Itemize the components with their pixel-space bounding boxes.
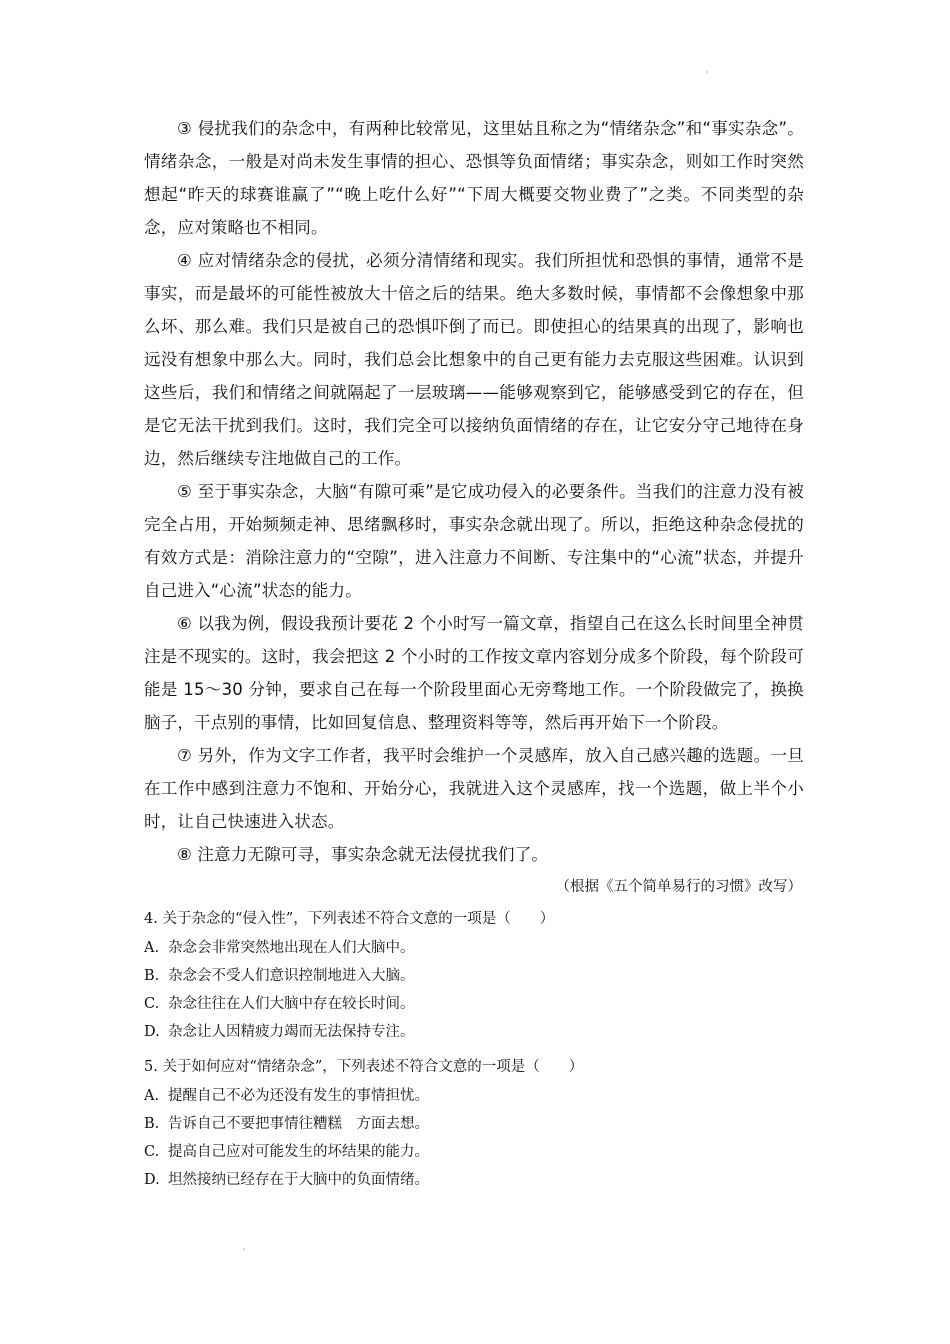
option-text: 告诉自己不要把事情往糟糕 方面去想。 bbox=[168, 1116, 429, 1132]
question-5-option-a bbox=[144, 1082, 804, 1110]
question-4-option-c bbox=[144, 990, 804, 1018]
option-text: 坦然接纳已经存在于大脑中的负面情绪。 bbox=[168, 1172, 429, 1188]
option-text: 提醒自己不必为还没有发生的事情担忧。 bbox=[168, 1088, 429, 1104]
paragraph-8: ⑧ 注意力无隙可寻，事实杂念就无法侵扰我们了。 bbox=[177, 845, 549, 864]
option-text: 杂念往往在人们大脑中存在较长时间。 bbox=[168, 996, 415, 1012]
paragraph-6: ⑥ 以我为例，假设我预计要花 2 个小时写一篇文章，指望自己在这么长时间里全神贯注是不现实的。这时，我会把这 2 个小时的工作按文章内容划分成多个阶段，每个阶段可能是 15～30 分钟，要求自己在每一个阶段里面心无旁骛地工作。一个阶段做完了，换换脑子，干点别的事情，比如回复信息、整理资料等等，然后再开始下一个阶段。 bbox=[144, 614, 804, 732]
option-label: B. bbox=[144, 1116, 160, 1132]
option-label: A. bbox=[144, 1088, 160, 1104]
reading-passage bbox=[144, 112, 804, 871]
question-5-option-b bbox=[144, 1110, 804, 1138]
question-5 bbox=[144, 1052, 804, 1194]
option-text: 杂念让人因精疲力竭而无法保持专注。 bbox=[168, 1024, 415, 1040]
paragraph-4: ④ 应对情绪杂念的侵扰，必须分清情绪和现实。我们所担忧和恐惧的事情，通常不是事实，而是最坏的可能性被放大十倍之后的结果。绝大多数时候，事情都不会像想象中那么坏、那么难。我们只是被自己的恐惧吓倒了而已。即使担心的结果真的出现了，影响也远没有想象中那么大。同时，我们总会比想象中的自己更有能力去克服这些困难。认识到这些后，我们和情绪之间就隔起了一层玻璃——能够观察到它，能够感受到它的存在，但是它无法干扰到我们。这时，我们完全可以接纳负面情绪的存在，让它安分守己地待在身边，然后继续专注地做自己的工作。 bbox=[144, 251, 804, 468]
question-5-stem: 5. 关于如何应对“情绪杂念”，下列表述不符合文意的一项是（ ） bbox=[144, 1059, 584, 1075]
question-section bbox=[144, 904, 804, 1194]
option-text: 杂念会非常突然地出现在人们大脑中。 bbox=[168, 940, 415, 956]
paragraph-5: ⑤ 至于事实杂念，大脑“有隙可乘”是它成功侵入的必要条件。当我们的注意力没有被完全占用，开始频频走神、思绪飘移时，事实杂念就出现了。所以，拒绝这种杂念侵扰的有效方式是：消除注意力的“空隙”，进入注意力不间断、专注集中的“心流”状态，并提升自己进入“心流”状态的能力。 bbox=[144, 482, 804, 600]
paragraph-3: ③ 侵扰我们的杂念中，有两种比较常见，这里姑且称之为“情绪杂念”和“事实杂念”。情绪杂念，一般是对尚未发生事情的担心、恐惧等负面情绪；事实杂念，则如工作时突然想起“昨天的球赛谁赢了”“晚上吃什么好”“下周大概要交物业费了”之类。不同类型的杂念，应对策略也不相同。 bbox=[144, 119, 804, 237]
option-text: 杂念会不受人们意识控制地进入大脑。 bbox=[168, 968, 415, 984]
question-4 bbox=[144, 904, 804, 1046]
option-label: B. bbox=[144, 968, 160, 984]
option-label: D. bbox=[144, 1172, 160, 1188]
scan-speck-bottom bbox=[243, 1248, 245, 1250]
question-4-option-d bbox=[144, 1018, 804, 1046]
paragraph-7: ⑦ 另外，作为文字工作者，我平时会维护一个灵感库，放入自己感兴趣的选题。一旦在工作中感到注意力不饱和、开始分心，我就进入这个灵感库，找一个选题，做上半个小时，让自己快速进入状态。 bbox=[144, 746, 804, 831]
option-text: 提高自己应对可能发生的坏结果的能力。 bbox=[168, 1144, 429, 1160]
source-citation: （根据《五个简单易行的习惯》改写） bbox=[555, 879, 802, 895]
question-4-option-a bbox=[144, 934, 804, 962]
scan-speck-top bbox=[706, 71, 708, 73]
option-label: C. bbox=[144, 1144, 160, 1160]
question-4-option-b bbox=[144, 962, 804, 990]
question-4-stem: 4. 关于杂念的“侵入性”，下列表述不符合文意的一项是（ ） bbox=[144, 911, 555, 927]
question-5-option-c bbox=[144, 1138, 804, 1166]
question-5-option-d bbox=[144, 1166, 804, 1194]
option-label: A. bbox=[144, 940, 160, 956]
option-label: D. bbox=[144, 1024, 160, 1040]
option-label: C. bbox=[144, 996, 160, 1012]
